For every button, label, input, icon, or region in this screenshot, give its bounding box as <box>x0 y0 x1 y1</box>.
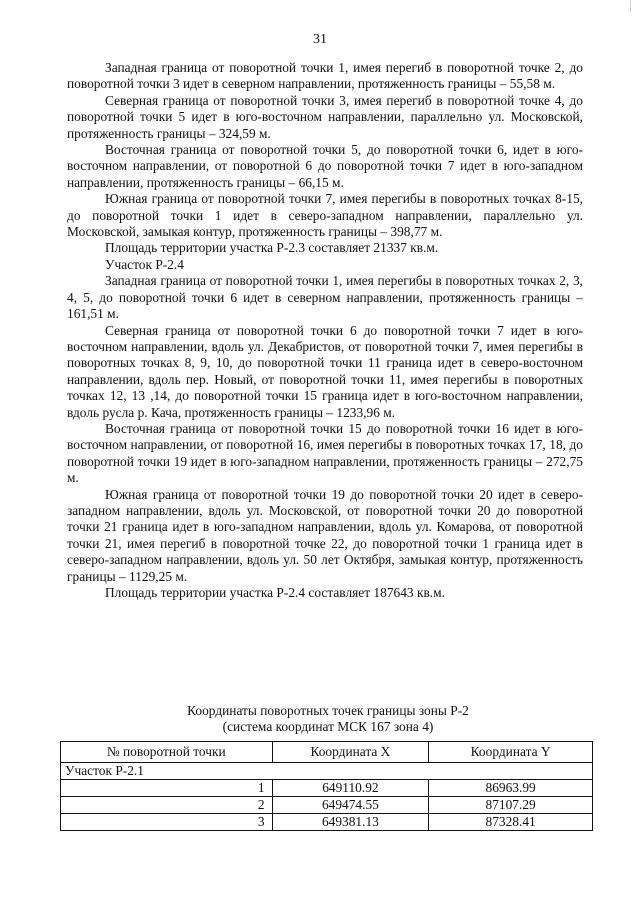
coordinate-x: 649381.13 <box>272 814 429 831</box>
table-header-row <box>61 742 593 763</box>
paragraph-north-boundary-r24: Северная граница от поворотной точки 6 до поворотной точки 7 идет в юго-восточном направлении, вдоль ул. Декабристов, от поворотной точки 7, имея перегибы в поворотных точках 8, 9, 10, до поворотной точки 11 граница идет в северо-восточном направлении, вдоль пер. Новый, от поворотной точки 11, имея перегибы в поворотных точках 12, 13 ,14, до поворотной точки 15 граница идет в юго-восточном направлении, вдоль русла р. Кача, протяженность границы – 1233,96 м. <box>67 322 583 420</box>
paragraph-area-r24: Площадь территории участка Р-2.4 составляет 187643 кв.м. <box>105 585 445 600</box>
coordinate-y: 87107.29 <box>429 797 593 814</box>
section-heading-r24: Участок Р-2.4 <box>105 256 184 272</box>
header-coordinate-y: Координата Y <box>429 742 593 763</box>
section-label: Участок Р-2.1 <box>61 763 593 780</box>
header-coordinate-x: Координата X <box>272 742 429 763</box>
table-row <box>61 814 593 831</box>
table-caption-title: Координаты поворотных точек границы зоны Р-2 <box>187 703 469 718</box>
point-number: 3 <box>61 814 273 831</box>
paragraph-west-boundary-r23: Западная граница от поворотной точки 1, имея перегиб в поворотной точке 2, до поворотной точки 3 идет в северном направлении, протяженность границы – 55,58 м. <box>67 60 583 92</box>
scan-edge-mark <box>630 0 631 12</box>
coordinates-table <box>60 741 593 831</box>
table-caption-subtitle: (система координат МСК 167 зона 4) <box>222 719 434 735</box>
coordinate-x: 649110.92 <box>272 780 429 797</box>
coordinate-x: 649474.55 <box>272 797 429 814</box>
table-caption <box>60 703 596 736</box>
paragraph-east-boundary-r24: Восточная граница от поворотной точки 15 до поворотной точки 16 идет в юго-восточном направлении, от поворотной 16, имея перегибы в поворотных точках 17, 18, до поворотной точки 19 идет в юго-западном направлении, протяженность границы – 272,75 м. <box>67 420 583 486</box>
paragraph-north-boundary-r23: Северная граница от поворотной точки 3, имея перегиб в поворотной точке 4, до поворотной точки 5 идет в юго-восточном направлении, параллельно ул. Московской, протяженность границы – 324,59 м. <box>67 92 583 141</box>
paragraph-south-boundary-r23: Южная граница от поворотной точки 7, имея перегибы в поворотных точках 8-15, до поворотной точки 1 идет в северо-западном направлении, параллельно ул. Московской, замыкая контур, протяженность границы – 398,77 м. <box>67 191 583 240</box>
point-number: 2 <box>61 797 273 814</box>
table-section-row <box>61 763 593 780</box>
table-row <box>61 780 593 797</box>
coordinate-y: 87328.41 <box>429 814 593 831</box>
coordinate-y: 86963.99 <box>429 780 593 797</box>
body-text <box>67 60 583 601</box>
paragraph-south-boundary-r24: Южная граница от поворотной точки 19 до поворотной точки 20 идет в северо-западном направлении, вдоль ул. Московской, от поворотной точки 20 до поворотной точки 21 граница идет в юго-западном направлении, вдоль ул. Комарова, от поворотной точки 21, имея перегиб в поворотной точке 22, до поворотной точки 1 граница идет в северо-западном направлении, вдоль ул. 50 лет Октября, замыкая контур, протяженность границы – 1129,25 м. <box>67 486 583 584</box>
paragraph-area-r23: Площадь территории участка Р-2.3 составляет 21337 кв.м. <box>105 240 439 256</box>
point-number: 1 <box>61 780 273 797</box>
paragraph-west-boundary-r24: Западная граница от поворотной точки 1, имея перегибы в поворотных точках 2, 3, 4, 5, до поворотной точки 6 идет в северном направлении, протяженность границы – 161,51 м. <box>67 273 583 322</box>
paragraph-east-boundary-r23: Восточная граница от поворотной точки 5, до поворотной точки 6, идет в юго-восточном направлении, от поворотной 6 до поворотной точки 7 идет в юго-западном направлении, протяженность границы – 66,15 м. <box>67 142 583 190</box>
table-row <box>61 797 593 814</box>
page-number: 31 <box>313 32 327 47</box>
header-point-number: № поворотной точки <box>61 742 273 763</box>
